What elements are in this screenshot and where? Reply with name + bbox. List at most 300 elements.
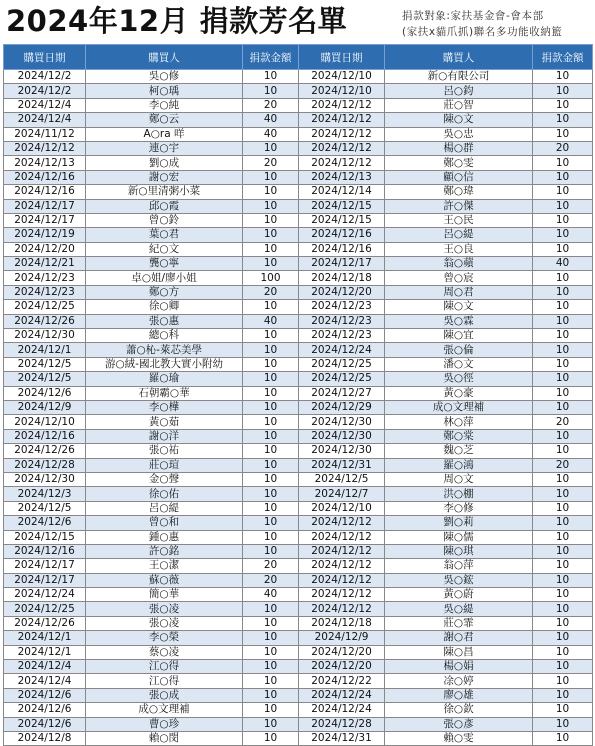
cell-buyer: 徐○卿 xyxy=(86,300,243,314)
cell-amount: 10 xyxy=(243,631,299,645)
cell-buyer: 呂○鈞 xyxy=(385,84,533,98)
cell-buyer: 陳○儒 xyxy=(385,530,533,544)
cell-amount: 10 xyxy=(533,156,593,170)
cell-buyer: 劉○莉 xyxy=(385,516,533,530)
cell-amount: 10 xyxy=(243,472,299,486)
cell-date: 2024/12/6 xyxy=(4,386,86,400)
cell-buyer: 張○倫 xyxy=(385,343,533,357)
cell-amount: 10 xyxy=(533,703,593,717)
cell-date: 2024/12/6 xyxy=(4,703,86,717)
cell-amount: 10 xyxy=(533,271,593,285)
cell-amount: 10 xyxy=(533,329,593,343)
cell-date: 2024/12/25 xyxy=(299,372,385,386)
table-row xyxy=(4,415,593,429)
cell-date: 2024/12/12 xyxy=(299,588,385,602)
cell-date: 2024/12/9 xyxy=(4,400,86,414)
cell-date: 2024/12/4 xyxy=(4,660,86,674)
cell-amount: 20 xyxy=(243,156,299,170)
cell-buyer: 蔡○凌 xyxy=(86,645,243,659)
table-header-row xyxy=(4,45,593,70)
cell-amount: 10 xyxy=(533,530,593,544)
cell-amount: 10 xyxy=(243,415,299,429)
table-row xyxy=(4,472,593,486)
cell-buyer: 魏○芝 xyxy=(385,444,533,458)
cell-amount: 10 xyxy=(533,185,593,199)
table-row xyxy=(4,645,593,659)
cell-date: 2024/12/12 xyxy=(299,530,385,544)
cell-buyer: 翁○萍 xyxy=(385,559,533,573)
cell-amount: 10 xyxy=(533,84,593,98)
donor-table xyxy=(3,44,593,746)
cell-amount: 10 xyxy=(243,444,299,458)
table-row xyxy=(4,703,593,717)
cell-buyer: 黃○豪 xyxy=(385,386,533,400)
cell-date: 2024/12/23 xyxy=(299,329,385,343)
cell-buyer: A○ra 咩 xyxy=(86,127,243,141)
cell-date: 2024/12/1 xyxy=(4,631,86,645)
cell-date: 2024/12/12 xyxy=(299,573,385,587)
cell-buyer: 賴○閔 xyxy=(86,731,243,745)
cell-amount: 40 xyxy=(533,257,593,271)
cell-amount: 100 xyxy=(243,271,299,285)
cell-amount: 40 xyxy=(243,588,299,602)
cell-amount: 10 xyxy=(533,731,593,745)
cell-date: 2024/12/10 xyxy=(299,70,385,84)
cell-buyer: 簡○華 xyxy=(86,588,243,602)
column-header-buyer: 購買人 xyxy=(385,45,533,70)
cell-amount: 10 xyxy=(243,645,299,659)
cell-buyer: 李○樺 xyxy=(86,400,243,414)
cell-date: 2024/12/20 xyxy=(4,242,86,256)
cell-buyer: 顧○信 xyxy=(385,170,533,184)
page-title: 2024年12月 捐款芳名單 xyxy=(6,4,348,38)
cell-date: 2024/12/6 xyxy=(4,516,86,530)
cell-buyer: 張○惠 xyxy=(86,314,243,328)
cell-date: 2024/12/12 xyxy=(299,156,385,170)
cell-amount: 10 xyxy=(533,588,593,602)
table-row xyxy=(4,357,593,371)
cell-buyer: 徐○欽 xyxy=(385,703,533,717)
cell-amount: 10 xyxy=(243,544,299,558)
cell-date: 2024/12/24 xyxy=(299,343,385,357)
column-header-amount: 捐款金額 xyxy=(243,45,299,70)
cell-date: 2024/12/8 xyxy=(4,731,86,745)
cell-amount: 40 xyxy=(243,314,299,328)
cell-buyer: 鄭○云 xyxy=(86,113,243,127)
cell-date: 2024/12/27 xyxy=(299,386,385,400)
cell-amount: 10 xyxy=(533,717,593,731)
cell-buyer: 廖○雄 xyxy=(385,688,533,702)
cell-amount: 10 xyxy=(243,688,299,702)
cell-date: 2024/12/25 xyxy=(299,357,385,371)
column-header-date: 購買日期 xyxy=(4,45,86,70)
cell-date: 2024/12/23 xyxy=(4,285,86,299)
table-row xyxy=(4,602,593,616)
cell-buyer: 周○君 xyxy=(385,285,533,299)
cell-amount: 10 xyxy=(533,213,593,227)
cell-amount: 10 xyxy=(243,487,299,501)
cell-buyer: 陳○文 xyxy=(385,300,533,314)
cell-buyer: 翁○蘋 xyxy=(385,257,533,271)
table-row xyxy=(4,372,593,386)
cell-date: 2024/12/13 xyxy=(4,156,86,170)
cell-date: 2024/12/5 xyxy=(4,501,86,515)
cell-date: 2024/12/12 xyxy=(299,98,385,112)
cell-amount: 10 xyxy=(533,127,593,141)
table-row xyxy=(4,559,593,573)
cell-amount: 10 xyxy=(533,70,593,84)
cell-amount: 20 xyxy=(243,559,299,573)
cell-amount: 10 xyxy=(533,228,593,242)
table-row xyxy=(4,444,593,458)
cell-buyer: 鄭○棠 xyxy=(385,429,533,443)
table-row xyxy=(4,271,593,285)
cell-buyer: 吳○鋐 xyxy=(385,573,533,587)
cell-date: 2024/11/12 xyxy=(4,127,86,141)
cell-buyer: 吳○霖 xyxy=(385,314,533,328)
table-row xyxy=(4,616,593,630)
cell-amount: 10 xyxy=(243,185,299,199)
cell-amount: 40 xyxy=(243,127,299,141)
cell-date: 2024/12/12 xyxy=(299,559,385,573)
table-row xyxy=(4,400,593,414)
table-row xyxy=(4,113,593,127)
cell-date: 2024/12/29 xyxy=(299,400,385,414)
table-row xyxy=(4,731,593,745)
table-row xyxy=(4,329,593,343)
cell-buyer: 楊○群 xyxy=(385,141,533,155)
cell-amount: 10 xyxy=(243,141,299,155)
cell-amount: 10 xyxy=(533,285,593,299)
table-row xyxy=(4,429,593,443)
table-row xyxy=(4,70,593,84)
cell-date: 2024/12/17 xyxy=(4,573,86,587)
cell-buyer: 游○絨-國北教大實小附幼 xyxy=(86,357,243,371)
cell-amount: 10 xyxy=(243,616,299,630)
cell-date: 2024/12/23 xyxy=(299,300,385,314)
cell-amount: 10 xyxy=(533,674,593,688)
cell-buyer: 蕭○杺-萊芯美學 xyxy=(86,343,243,357)
cell-buyer: 許○銘 xyxy=(86,544,243,558)
cell-buyer: 謝○宏 xyxy=(86,170,243,184)
cell-date: 2024/12/16 xyxy=(4,185,86,199)
cell-amount: 10 xyxy=(243,386,299,400)
cell-buyer: 劉○成 xyxy=(86,156,243,170)
cell-date: 2024/12/6 xyxy=(4,717,86,731)
cell-amount: 10 xyxy=(533,170,593,184)
cell-date: 2024/12/25 xyxy=(4,602,86,616)
cell-buyer: 曾○和 xyxy=(86,516,243,530)
table-row xyxy=(4,185,593,199)
cell-buyer: 王○民 xyxy=(385,213,533,227)
cell-buyer: 張○祐 xyxy=(86,444,243,458)
cell-buyer: 龔○寧 xyxy=(86,257,243,271)
cell-buyer: 總○科 xyxy=(86,329,243,343)
cell-date: 2024/12/15 xyxy=(299,199,385,213)
cell-amount: 10 xyxy=(533,544,593,558)
cell-date: 2024/12/16 xyxy=(299,228,385,242)
cell-date: 2024/12/4 xyxy=(4,113,86,127)
donation-target: 捐款對象:家扶基金會-會本部 xyxy=(402,10,544,22)
cell-buyer: 蘇○薇 xyxy=(86,573,243,587)
table-row xyxy=(4,228,593,242)
cell-date: 2024/12/2 xyxy=(4,70,86,84)
table-row xyxy=(4,213,593,227)
cell-date: 2024/12/25 xyxy=(4,300,86,314)
cell-date: 2024/12/17 xyxy=(299,257,385,271)
cell-amount: 10 xyxy=(243,501,299,515)
table-row xyxy=(4,573,593,587)
table-row xyxy=(4,98,593,112)
cell-date: 2024/12/2 xyxy=(4,84,86,98)
cell-date: 2024/12/19 xyxy=(4,228,86,242)
table-row xyxy=(4,199,593,213)
cell-amount: 10 xyxy=(533,343,593,357)
cell-date: 2024/12/12 xyxy=(299,544,385,558)
cell-date: 2024/12/12 xyxy=(299,516,385,530)
cell-amount: 10 xyxy=(243,516,299,530)
cell-amount: 20 xyxy=(533,458,593,472)
table-row xyxy=(4,386,593,400)
cell-amount: 10 xyxy=(243,357,299,371)
cell-amount: 10 xyxy=(533,688,593,702)
cell-date: 2024/12/18 xyxy=(299,616,385,630)
cell-buyer: 楊○娟 xyxy=(385,660,533,674)
cell-date: 2024/12/13 xyxy=(299,170,385,184)
table-row xyxy=(4,487,593,501)
cell-buyer: 葉○君 xyxy=(86,228,243,242)
cell-date: 2024/12/20 xyxy=(299,660,385,674)
cell-date: 2024/12/1 xyxy=(4,645,86,659)
cell-buyer: 曹○珍 xyxy=(86,717,243,731)
cell-date: 2024/12/5 xyxy=(299,472,385,486)
cell-amount: 10 xyxy=(243,429,299,443)
cell-buyer: 李○修 xyxy=(385,501,533,515)
cell-amount: 10 xyxy=(533,357,593,371)
cell-date: 2024/12/10 xyxy=(299,501,385,515)
cell-buyer: 林○萍 xyxy=(385,415,533,429)
cell-date: 2024/12/9 xyxy=(299,631,385,645)
cell-amount: 10 xyxy=(243,674,299,688)
cell-amount: 20 xyxy=(243,573,299,587)
table-body xyxy=(4,70,593,746)
cell-date: 2024/12/26 xyxy=(4,616,86,630)
cell-date: 2024/12/15 xyxy=(4,530,86,544)
table-row xyxy=(4,674,593,688)
cell-amount: 10 xyxy=(533,300,593,314)
cell-date: 2024/12/4 xyxy=(4,98,86,112)
cell-date: 2024/12/1 xyxy=(4,343,86,357)
cell-buyer: 張○成 xyxy=(86,688,243,702)
cell-buyer: 鄭○方 xyxy=(86,285,243,299)
cell-date: 2024/12/15 xyxy=(299,213,385,227)
cell-buyer: 許○傑 xyxy=(385,199,533,213)
cell-buyer: 江○得 xyxy=(86,660,243,674)
cell-buyer: 張○凌 xyxy=(86,602,243,616)
cell-amount: 10 xyxy=(533,645,593,659)
cell-date: 2024/12/10 xyxy=(299,84,385,98)
table-row xyxy=(4,285,593,299)
column-header-buyer: 購買人 xyxy=(86,45,243,70)
cell-date: 2024/12/30 xyxy=(4,472,86,486)
page-header xyxy=(0,0,595,44)
cell-date: 2024/12/26 xyxy=(4,444,86,458)
cell-amount: 10 xyxy=(243,329,299,343)
cell-date: 2024/12/12 xyxy=(299,127,385,141)
cell-date: 2024/12/5 xyxy=(4,357,86,371)
table-row xyxy=(4,717,593,731)
cell-buyer: 新○里清粥小菜 xyxy=(86,185,243,199)
cell-amount: 10 xyxy=(243,372,299,386)
table-row xyxy=(4,458,593,472)
cell-buyer: 凃○婷 xyxy=(385,674,533,688)
cell-date: 2024/12/21 xyxy=(4,257,86,271)
cell-buyer: 黃○茹 xyxy=(86,415,243,429)
cell-amount: 10 xyxy=(533,631,593,645)
cell-amount: 10 xyxy=(243,602,299,616)
cell-date: 2024/12/3 xyxy=(4,487,86,501)
cell-amount: 10 xyxy=(243,660,299,674)
cell-date: 2024/12/22 xyxy=(299,674,385,688)
cell-buyer: 莊○瑄 xyxy=(86,458,243,472)
cell-buyer: 石朝霸○華 xyxy=(86,386,243,400)
cell-buyer: 周○文 xyxy=(385,472,533,486)
cell-amount: 10 xyxy=(243,242,299,256)
cell-buyer: 陳○昌 xyxy=(385,645,533,659)
cell-amount: 10 xyxy=(533,314,593,328)
cell-buyer: 莊○霏 xyxy=(385,616,533,630)
cell-amount: 10 xyxy=(243,199,299,213)
cell-amount: 10 xyxy=(243,717,299,731)
cell-date: 2024/12/17 xyxy=(4,213,86,227)
cell-amount: 20 xyxy=(533,141,593,155)
cell-buyer: 王○潔 xyxy=(86,559,243,573)
cell-buyer: 吳○忠 xyxy=(385,127,533,141)
cell-date: 2024/12/28 xyxy=(299,717,385,731)
cell-buyer: 新○有限公司 xyxy=(385,70,533,84)
cell-amount: 20 xyxy=(243,98,299,112)
cell-buyer: 金○聲 xyxy=(86,472,243,486)
cell-date: 2024/12/12 xyxy=(299,602,385,616)
cell-date: 2024/12/24 xyxy=(299,688,385,702)
cell-amount: 10 xyxy=(243,458,299,472)
cell-amount: 10 xyxy=(243,530,299,544)
cell-amount: 10 xyxy=(533,472,593,486)
cell-date: 2024/12/30 xyxy=(299,415,385,429)
cell-buyer: 呂○緹 xyxy=(385,228,533,242)
cell-amount: 10 xyxy=(533,487,593,501)
cell-amount: 10 xyxy=(243,70,299,84)
cell-date: 2024/12/17 xyxy=(4,199,86,213)
cell-amount: 10 xyxy=(533,616,593,630)
cell-amount: 10 xyxy=(243,343,299,357)
table-row xyxy=(4,688,593,702)
cell-date: 2024/12/18 xyxy=(299,271,385,285)
cell-buyer: 吳○徑 xyxy=(385,372,533,386)
cell-date: 2024/12/31 xyxy=(299,458,385,472)
table-row xyxy=(4,156,593,170)
cell-amount: 10 xyxy=(533,573,593,587)
cell-date: 2024/12/10 xyxy=(4,415,86,429)
cell-amount: 10 xyxy=(533,429,593,443)
cell-date: 2024/12/4 xyxy=(4,674,86,688)
table-row xyxy=(4,631,593,645)
cell-buyer: 莊○智 xyxy=(385,98,533,112)
table-row xyxy=(4,530,593,544)
cell-amount: 10 xyxy=(243,213,299,227)
cell-date: 2024/12/31 xyxy=(299,731,385,745)
cell-buyer: 洪○棚 xyxy=(385,487,533,501)
cell-date: 2024/12/26 xyxy=(4,314,86,328)
cell-date: 2024/12/16 xyxy=(4,170,86,184)
column-header-amount: 捐款金額 xyxy=(533,45,593,70)
cell-buyer: 羅○鴻 xyxy=(385,458,533,472)
cell-date: 2024/12/30 xyxy=(299,444,385,458)
cell-date: 2024/12/30 xyxy=(299,429,385,443)
cell-buyer: 李○純 xyxy=(86,98,243,112)
cell-amount: 10 xyxy=(243,257,299,271)
cell-date: 2024/12/23 xyxy=(4,271,86,285)
cell-buyer: 柯○瑀 xyxy=(86,84,243,98)
cell-amount: 10 xyxy=(533,444,593,458)
cell-buyer: 陳○琪 xyxy=(385,544,533,558)
cell-amount: 10 xyxy=(243,228,299,242)
cell-date: 2024/12/12 xyxy=(299,113,385,127)
cell-buyer: 謝○君 xyxy=(385,631,533,645)
cell-buyer: 鍾○惠 xyxy=(86,530,243,544)
cell-amount: 10 xyxy=(243,731,299,745)
cell-amount: 10 xyxy=(533,660,593,674)
cell-amount: 10 xyxy=(243,703,299,717)
cell-amount: 10 xyxy=(533,516,593,530)
cell-buyer: 吳○緹 xyxy=(385,602,533,616)
cell-date: 2024/12/23 xyxy=(299,314,385,328)
table-row xyxy=(4,588,593,602)
cell-date: 2024/12/14 xyxy=(299,185,385,199)
cell-date: 2024/12/16 xyxy=(299,242,385,256)
cell-amount: 10 xyxy=(243,84,299,98)
cell-date: 2024/12/6 xyxy=(4,688,86,702)
cell-amount: 10 xyxy=(533,501,593,515)
cell-date: 2024/12/12 xyxy=(299,141,385,155)
cell-amount: 10 xyxy=(533,98,593,112)
cell-buyer: 謝○洋 xyxy=(86,429,243,443)
cell-buyer: 曾○鈴 xyxy=(86,213,243,227)
cell-buyer: 江○得 xyxy=(86,674,243,688)
table-row xyxy=(4,141,593,155)
cell-date: 2024/12/30 xyxy=(4,329,86,343)
cell-buyer: 鄭○雯 xyxy=(385,156,533,170)
cell-amount: 10 xyxy=(243,170,299,184)
cell-buyer: 張○彥 xyxy=(385,717,533,731)
cell-amount: 10 xyxy=(243,300,299,314)
cell-buyer: 邱○霞 xyxy=(86,199,243,213)
cell-amount: 10 xyxy=(533,113,593,127)
cell-buyer: 潘○文 xyxy=(385,357,533,371)
table-row xyxy=(4,516,593,530)
table-row xyxy=(4,170,593,184)
cell-buyer: 徐○佑 xyxy=(86,487,243,501)
table-row xyxy=(4,127,593,141)
table-row xyxy=(4,501,593,515)
cell-buyer: 鄭○瑋 xyxy=(385,185,533,199)
cell-amount: 10 xyxy=(533,386,593,400)
table-row xyxy=(4,660,593,674)
cell-date: 2024/12/16 xyxy=(4,429,86,443)
cell-date: 2024/12/17 xyxy=(4,559,86,573)
table-row xyxy=(4,84,593,98)
cell-date: 2024/12/12 xyxy=(4,141,86,155)
